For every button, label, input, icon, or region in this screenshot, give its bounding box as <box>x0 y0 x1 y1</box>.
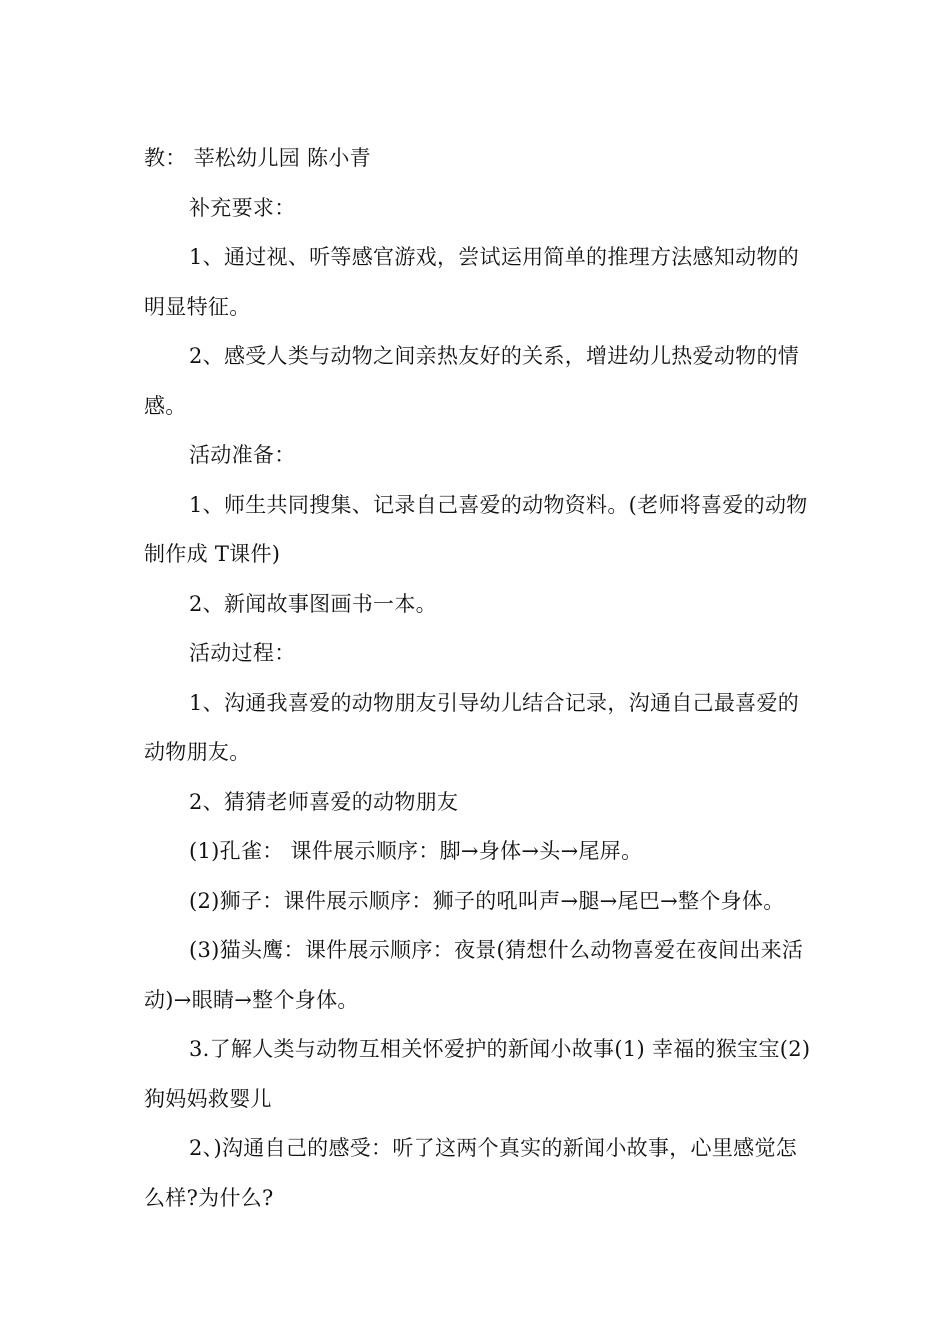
preparation-item-2: 2、新闻故事图画书一本。 <box>189 591 437 616</box>
process-item-2: 2、猜猜老师喜爱的动物朋友 <box>189 789 459 814</box>
preparation-item-1: 1、师生共同搜集、记录自己喜爱的动物资料。(老师将喜爱的动物制作成 T课件) <box>144 492 808 566</box>
section-heading-preparation: 活动准备： <box>189 443 296 467</box>
section-heading-requirements: 补充要求： <box>189 195 296 220</box>
document-body <box>144 134 816 1223</box>
process-item-feelings: 2、)沟通自己的感受：听了这两个真实的新闻小故事，心里感觉怎么样?为什么? <box>144 1136 798 1210</box>
process-subitem-lion: (2)狮子：课件展示顺序：狮子的吼叫声→腿→尾巴→整个身体。 <box>189 888 785 913</box>
requirement-item-2: 2、感受人类与动物之间亲热友好的关系，增进幼儿热爱动物的情感。 <box>144 344 800 418</box>
teacher-line: 教： 莘松幼儿园 陈小青 <box>144 146 371 170</box>
process-subitem-peacock: (1)孔雀： 课件展示顺序：脚→身体→头→尾屏。 <box>189 839 643 863</box>
process-item-1: 1、沟通我喜爱的动物朋友引导幼儿结合记录，沟通自己最喜爱的动物朋友。 <box>144 690 800 764</box>
process-subitem-owl: (3)猫头鹰：课件展示顺序：夜景(猜想什么动物喜爱在夜间出来活动)→眼睛→整个身体。 <box>144 938 804 1012</box>
requirement-item-1: 1、通过视、听等感官游戏，尝试运用简单的推理方法感知动物的明显特征。 <box>144 245 800 319</box>
section-heading-process: 活动过程： <box>189 641 296 665</box>
process-item-3: 3.了解人类与动物互相关怀爱护的新闻小故事(1) 幸福的猴宝宝(2) 狗妈妈救婴儿 <box>144 1037 811 1111</box>
